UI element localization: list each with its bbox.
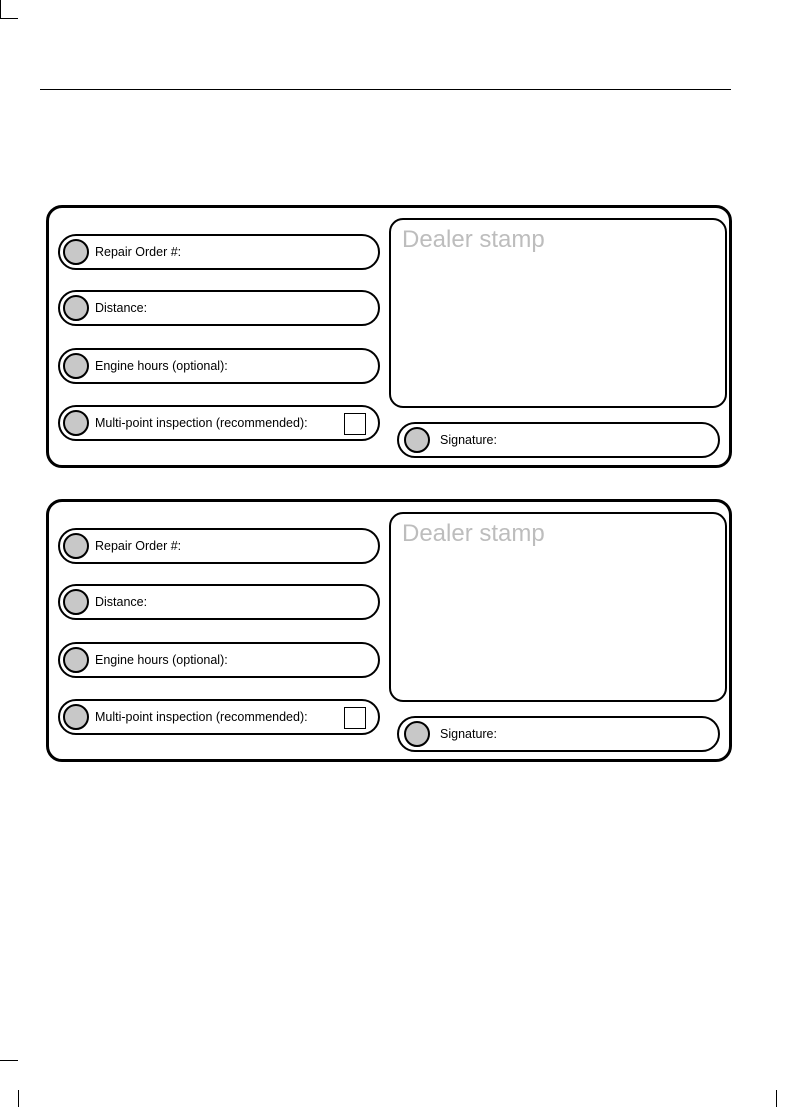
signature-field[interactable]: [397, 716, 720, 752]
multi-point-inspection-label: Multi-point inspection (recommended):: [95, 710, 308, 724]
marker-dot-icon: [404, 721, 430, 747]
dealer-stamp-label: Dealer stamp: [402, 520, 545, 547]
distance-field[interactable]: [58, 584, 380, 620]
marker-dot-icon: [63, 647, 89, 673]
repair-order-label: Repair Order #:: [95, 539, 182, 553]
distance-label: Distance:: [95, 595, 148, 609]
marker-dot-icon: [404, 427, 430, 453]
multi-point-inspection-label: Multi-point inspection (recommended):: [95, 416, 308, 430]
crop-mark-bottom-left-h: [0, 1060, 18, 1061]
marker-dot-icon: [63, 704, 89, 730]
engine-hours-field[interactable]: [58, 348, 380, 384]
signature-label: Signature:: [440, 727, 497, 741]
marker-dot-icon: [63, 353, 89, 379]
repair-order-label: Repair Order #:: [95, 245, 182, 259]
repair-order-field[interactable]: [58, 234, 380, 270]
dealer-stamp-box: [389, 512, 727, 702]
marker-dot-icon: [63, 410, 89, 436]
repair-order-field[interactable]: [58, 528, 380, 564]
crop-mark-bottom-right: [776, 1090, 777, 1107]
dealer-stamp-box: [389, 218, 727, 408]
crop-mark-top-left: [0, 0, 1, 18]
distance-field[interactable]: [58, 290, 380, 326]
header-rule: [40, 89, 731, 90]
engine-hours-label: Engine hours (optional):: [95, 653, 228, 667]
marker-dot-icon: [63, 295, 89, 321]
multi-point-inspection-field: [58, 699, 380, 735]
signature-label: Signature:: [440, 433, 497, 447]
dealer-stamp-label: Dealer stamp: [402, 226, 545, 253]
engine-hours-field[interactable]: [58, 642, 380, 678]
crop-mark-bottom-left: [18, 1090, 19, 1107]
service-record-card-1: [46, 205, 732, 468]
signature-field[interactable]: [397, 422, 720, 458]
multi-point-inspection-field: [58, 405, 380, 441]
distance-label: Distance:: [95, 301, 148, 315]
multi-point-inspection-checkbox[interactable]: [344, 707, 366, 729]
engine-hours-label: Engine hours (optional):: [95, 359, 228, 373]
marker-dot-icon: [63, 589, 89, 615]
multi-point-inspection-checkbox[interactable]: [344, 413, 366, 435]
service-record-card-2: [46, 499, 732, 762]
marker-dot-icon: [63, 239, 89, 265]
marker-dot-icon: [63, 533, 89, 559]
crop-mark-top-left-h: [0, 18, 18, 19]
